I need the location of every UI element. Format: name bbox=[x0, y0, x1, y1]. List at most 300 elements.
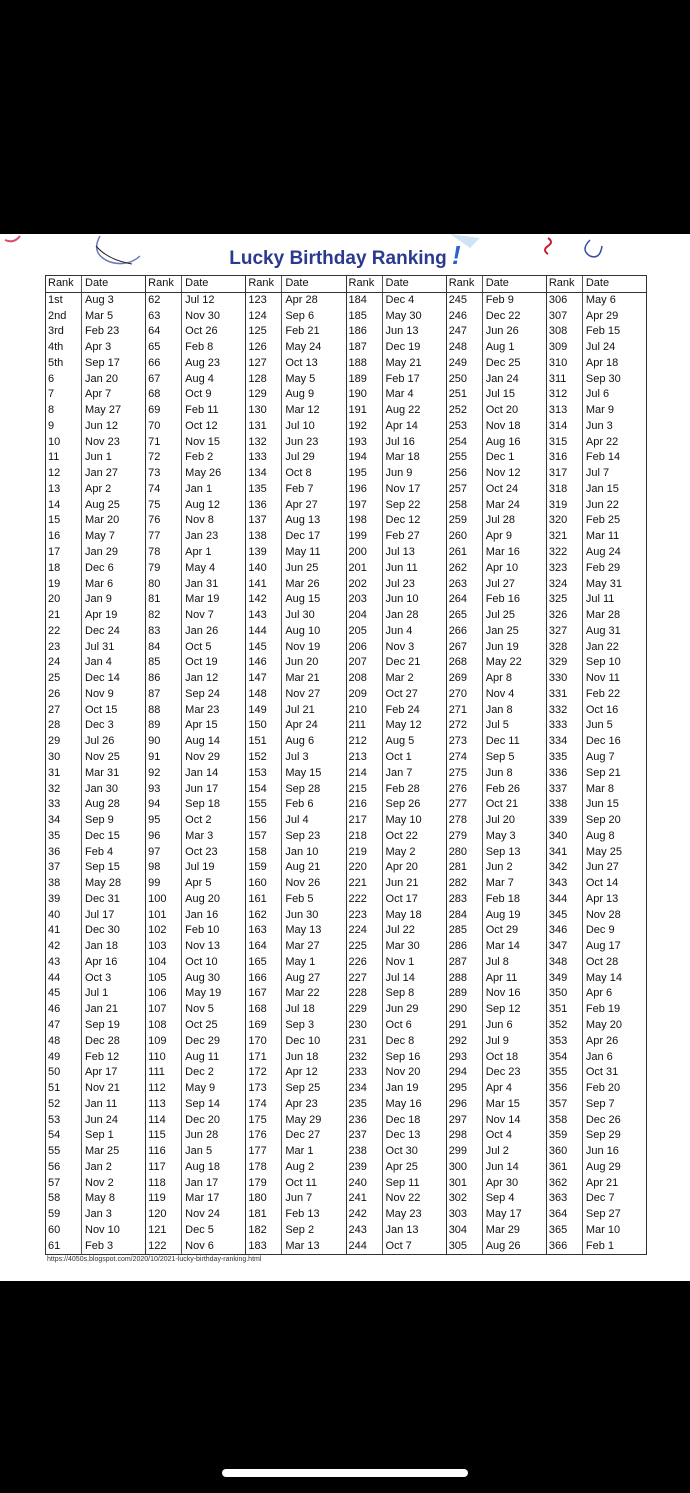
table-row bbox=[146, 1128, 245, 1144]
rank-cell: 215 bbox=[347, 782, 383, 798]
rank-cell: 282 bbox=[447, 876, 483, 892]
rank-cell: 253 bbox=[447, 419, 483, 435]
rank-cell: 290 bbox=[447, 1002, 483, 1018]
table-row bbox=[547, 513, 646, 529]
table-row bbox=[347, 1065, 446, 1081]
date-cell: May 16 bbox=[385, 1097, 422, 1110]
rank-cell: 54 bbox=[46, 1128, 82, 1144]
table-row bbox=[547, 1191, 646, 1207]
date-cell: Mar 7 bbox=[485, 877, 514, 890]
table-row bbox=[447, 640, 546, 656]
table-row bbox=[347, 1002, 446, 1018]
date-cell: Sep 19 bbox=[85, 1018, 120, 1031]
table-row bbox=[547, 829, 646, 845]
date-cell: Jan 12 bbox=[185, 672, 219, 685]
date-cell: Feb 18 bbox=[485, 892, 520, 905]
table-row bbox=[146, 450, 245, 466]
date-cell: Mar 27 bbox=[285, 940, 320, 953]
date-cell: Jul 8 bbox=[485, 955, 509, 968]
table-row bbox=[146, 309, 245, 325]
date-cell: Dec 25 bbox=[485, 356, 521, 369]
date-cell: Aug 25 bbox=[85, 498, 120, 511]
rank-cell: 270 bbox=[447, 687, 483, 703]
date-cell: Oct 13 bbox=[285, 356, 318, 369]
date-cell: May 8 bbox=[85, 1192, 115, 1205]
date-cell: Feb 28 bbox=[385, 782, 420, 795]
table-row bbox=[547, 324, 646, 340]
rank-cell: 235 bbox=[347, 1097, 383, 1113]
date-cell: Jun 30 bbox=[285, 908, 319, 921]
rank-cell: 39 bbox=[46, 892, 82, 908]
rank-cell: 110 bbox=[146, 1050, 182, 1066]
rank-cell: 316 bbox=[547, 450, 583, 466]
table-row bbox=[347, 372, 446, 388]
date-cell: Jul 15 bbox=[485, 388, 516, 401]
rank-cell: 295 bbox=[447, 1081, 483, 1097]
home-indicator[interactable] bbox=[222, 1469, 468, 1477]
rank-cell: 124 bbox=[246, 309, 282, 325]
table-row bbox=[46, 750, 145, 766]
rank-cell: 197 bbox=[347, 498, 383, 514]
table-row bbox=[146, 340, 245, 356]
table-row bbox=[347, 1223, 446, 1239]
rank-cell: 232 bbox=[347, 1050, 383, 1066]
rank-cell: 160 bbox=[246, 876, 282, 892]
rank-cell: 44 bbox=[46, 971, 82, 987]
table-row bbox=[447, 403, 546, 419]
table-row bbox=[246, 892, 345, 908]
rank-cell: 320 bbox=[547, 513, 583, 529]
table-row bbox=[447, 435, 546, 451]
rank-header: Rank bbox=[246, 276, 282, 292]
table-row bbox=[46, 1144, 145, 1160]
rank-cell: 198 bbox=[347, 513, 383, 529]
table-row bbox=[347, 340, 446, 356]
date-cell: Mar 30 bbox=[385, 940, 420, 953]
date-cell: Feb 24 bbox=[385, 703, 420, 716]
table-row bbox=[347, 797, 446, 813]
date-cell: Nov 15 bbox=[185, 435, 221, 448]
date-cell: Jan 17 bbox=[185, 1176, 219, 1189]
table-row bbox=[447, 1018, 546, 1034]
table-row bbox=[447, 860, 546, 876]
table-row bbox=[146, 403, 245, 419]
table-row bbox=[447, 1081, 546, 1097]
rank-cell: 60 bbox=[46, 1223, 82, 1239]
rank-cell: 347 bbox=[547, 939, 583, 955]
date-cell: Sep 8 bbox=[385, 987, 415, 1000]
table-row bbox=[46, 782, 145, 798]
table-row bbox=[547, 876, 646, 892]
date-cell: Jun 26 bbox=[485, 325, 519, 338]
table-row bbox=[547, 845, 646, 861]
date-cell: Jun 21 bbox=[385, 877, 419, 890]
date-cell: Jun 11 bbox=[385, 561, 418, 574]
rank-cell: 257 bbox=[447, 482, 483, 498]
table-row bbox=[146, 640, 245, 656]
date-cell: Aug 12 bbox=[185, 498, 221, 511]
rank-cell: 109 bbox=[146, 1034, 182, 1050]
rank-cell: 62 bbox=[146, 293, 182, 309]
table-row bbox=[146, 1018, 245, 1034]
table-row bbox=[246, 403, 345, 419]
table-row bbox=[447, 1144, 546, 1160]
rank-cell: 17 bbox=[46, 545, 82, 561]
rank-cell: 11 bbox=[46, 450, 82, 466]
rank-cell: 337 bbox=[547, 782, 583, 798]
date-cell: Aug 31 bbox=[585, 624, 621, 637]
table-row bbox=[347, 860, 446, 876]
rank-cell: 234 bbox=[347, 1081, 383, 1097]
rank-cell: 35 bbox=[46, 829, 82, 845]
date-cell: Jul 7 bbox=[585, 467, 610, 480]
rank-cell: 287 bbox=[447, 955, 483, 971]
rank-cell: 50 bbox=[46, 1065, 82, 1081]
table-row bbox=[146, 513, 245, 529]
rank-cell: 193 bbox=[347, 435, 383, 451]
table-row bbox=[547, 1223, 646, 1239]
date-cell: Apr 10 bbox=[485, 561, 519, 574]
table-row bbox=[46, 356, 145, 372]
table-row bbox=[447, 718, 546, 734]
date-cell: May 6 bbox=[585, 293, 616, 306]
date-cell: Sep 15 bbox=[85, 861, 120, 874]
table-row bbox=[347, 1018, 446, 1034]
table-row bbox=[347, 435, 446, 451]
table-row bbox=[447, 293, 546, 309]
rank-header: Rank bbox=[447, 276, 483, 292]
table-row bbox=[347, 513, 446, 529]
date-cell: Apr 30 bbox=[485, 1176, 519, 1189]
date-cell: Apr 14 bbox=[385, 419, 418, 432]
table-row bbox=[246, 340, 345, 356]
table-column bbox=[447, 276, 547, 1254]
date-cell: Jun 6 bbox=[485, 1018, 513, 1031]
table-row bbox=[246, 750, 345, 766]
rank-cell: 265 bbox=[447, 608, 483, 624]
date-cell: May 3 bbox=[485, 829, 516, 842]
rank-cell: 143 bbox=[246, 608, 282, 624]
date-cell: Jul 11 bbox=[585, 593, 615, 606]
table-row bbox=[447, 309, 546, 325]
rank-cell: 241 bbox=[347, 1191, 383, 1207]
date-cell: Jul 31 bbox=[85, 640, 115, 653]
rank-cell: 339 bbox=[547, 813, 583, 829]
rank-cell: 2nd bbox=[46, 309, 82, 325]
table-row bbox=[146, 687, 245, 703]
table-row bbox=[447, 482, 546, 498]
rank-cell: 260 bbox=[447, 529, 483, 545]
date-cell: Nov 11 bbox=[585, 672, 620, 685]
rank-cell: 37 bbox=[46, 860, 82, 876]
table-row bbox=[46, 466, 145, 482]
rank-cell: 146 bbox=[246, 655, 282, 671]
table-row bbox=[46, 372, 145, 388]
date-cell: Jun 4 bbox=[385, 624, 413, 637]
date-cell: Nov 14 bbox=[485, 1113, 521, 1126]
table-row bbox=[547, 466, 646, 482]
date-cell: Jan 28 bbox=[385, 609, 419, 622]
date-cell: Sep 17 bbox=[85, 356, 120, 369]
table-row bbox=[347, 718, 446, 734]
table-row bbox=[246, 1191, 345, 1207]
date-cell: Mar 31 bbox=[85, 766, 120, 779]
date-cell: Oct 17 bbox=[385, 892, 418, 905]
table-row bbox=[246, 1065, 345, 1081]
rank-cell: 201 bbox=[347, 561, 383, 577]
table-row bbox=[46, 498, 145, 514]
rank-cell: 24 bbox=[46, 655, 82, 671]
rank-cell: 302 bbox=[447, 1191, 483, 1207]
rank-cell: 231 bbox=[347, 1034, 383, 1050]
date-cell: Mar 26 bbox=[285, 577, 320, 590]
date-cell: Sep 27 bbox=[585, 1208, 621, 1221]
rank-cell: 292 bbox=[447, 1034, 483, 1050]
rank-cell: 149 bbox=[246, 703, 282, 719]
rank-cell: 6 bbox=[46, 372, 82, 388]
rank-cell: 321 bbox=[547, 529, 583, 545]
date-cell: Jul 30 bbox=[285, 609, 315, 622]
rank-cell: 285 bbox=[447, 923, 483, 939]
table-row bbox=[547, 1128, 646, 1144]
date-cell: Jul 3 bbox=[285, 750, 309, 763]
date-cell: Jun 17 bbox=[185, 782, 219, 795]
table-row bbox=[447, 592, 546, 608]
date-cell: May 18 bbox=[385, 908, 422, 921]
date-cell: Feb 26 bbox=[485, 782, 520, 795]
date-cell: Jan 8 bbox=[485, 703, 513, 716]
rank-cell: 259 bbox=[447, 513, 483, 529]
table-row bbox=[146, 655, 245, 671]
table-row bbox=[246, 498, 345, 514]
table-row bbox=[46, 1050, 145, 1066]
table-row bbox=[146, 387, 245, 403]
date-cell: Oct 8 bbox=[285, 467, 312, 480]
table-row bbox=[547, 545, 646, 561]
table-row bbox=[246, 860, 345, 876]
date-cell: May 22 bbox=[485, 656, 522, 669]
rank-cell: 297 bbox=[447, 1113, 483, 1129]
rank-cell: 307 bbox=[547, 309, 583, 325]
date-cell: May 9 bbox=[185, 1082, 216, 1095]
table-row bbox=[146, 1097, 245, 1113]
table-row bbox=[347, 529, 446, 545]
table-row bbox=[246, 797, 345, 813]
table-row bbox=[547, 782, 646, 798]
date-cell: Jan 4 bbox=[85, 656, 112, 669]
table-row bbox=[146, 703, 245, 719]
rank-cell: 188 bbox=[347, 356, 383, 372]
rank-cell: 96 bbox=[146, 829, 182, 845]
table-row bbox=[146, 482, 245, 498]
rank-cell: 171 bbox=[246, 1050, 282, 1066]
date-cell: Apr 13 bbox=[585, 892, 619, 905]
table-row bbox=[347, 766, 446, 782]
table-row bbox=[547, 718, 646, 734]
date-cell: Feb 17 bbox=[385, 372, 420, 385]
table-row bbox=[146, 829, 245, 845]
date-cell: May 25 bbox=[585, 845, 622, 858]
table-row bbox=[547, 450, 646, 466]
table-row bbox=[246, 813, 345, 829]
date-cell: Mar 14 bbox=[485, 940, 520, 953]
table-row bbox=[547, 734, 646, 750]
date-cell: Apr 26 bbox=[585, 1034, 619, 1047]
rank-cell: 122 bbox=[146, 1239, 182, 1255]
date-cell: Nov 26 bbox=[285, 877, 321, 890]
rank-cell: 38 bbox=[46, 876, 82, 892]
rank-cell: 7 bbox=[46, 387, 82, 403]
rank-cell: 308 bbox=[547, 324, 583, 340]
rank-cell: 153 bbox=[246, 766, 282, 782]
date-cell: Jul 21 bbox=[285, 703, 315, 716]
table-row bbox=[46, 513, 145, 529]
rank-cell: 353 bbox=[547, 1034, 583, 1050]
table-row bbox=[246, 986, 345, 1002]
date-cell: Dec 18 bbox=[385, 1113, 421, 1126]
table-row bbox=[447, 797, 546, 813]
date-cell: Dec 15 bbox=[85, 829, 120, 842]
rank-cell: 3rd bbox=[46, 324, 82, 340]
rank-cell: 88 bbox=[146, 703, 182, 719]
date-cell: Oct 14 bbox=[585, 877, 619, 890]
date-cell: May 23 bbox=[385, 1208, 422, 1221]
table-row bbox=[246, 939, 345, 955]
rank-cell: 243 bbox=[347, 1223, 383, 1239]
date-cell: Jan 22 bbox=[585, 640, 619, 653]
date-cell: Oct 10 bbox=[185, 955, 218, 968]
table-row bbox=[146, 939, 245, 955]
rank-cell: 19 bbox=[46, 577, 82, 593]
rank-cell: 277 bbox=[447, 797, 483, 813]
rank-cell: 351 bbox=[547, 1002, 583, 1018]
table-column bbox=[146, 276, 246, 1254]
table-row bbox=[246, 1223, 345, 1239]
rank-cell: 164 bbox=[246, 939, 282, 955]
table-row bbox=[246, 356, 345, 372]
rank-cell: 181 bbox=[246, 1207, 282, 1223]
date-cell: Jul 18 bbox=[285, 1003, 315, 1016]
rank-cell: 161 bbox=[246, 892, 282, 908]
rank-cell: 258 bbox=[447, 498, 483, 514]
date-cell: Apr 6 bbox=[585, 987, 613, 1000]
table-row bbox=[146, 1176, 245, 1192]
date-cell: Jan 6 bbox=[585, 1050, 613, 1063]
date-cell: Aug 6 bbox=[285, 735, 315, 748]
date-cell: Jan 2 bbox=[85, 1160, 112, 1173]
date-cell: Nov 13 bbox=[185, 940, 221, 953]
rank-cell: 15 bbox=[46, 513, 82, 529]
rank-cell: 106 bbox=[146, 986, 182, 1002]
table-row bbox=[46, 1113, 145, 1129]
date-cell: Nov 1 bbox=[385, 955, 415, 968]
table-row bbox=[447, 1050, 546, 1066]
rank-cell: 74 bbox=[146, 482, 182, 498]
rank-cell: 250 bbox=[447, 372, 483, 388]
date-cell: Aug 8 bbox=[585, 829, 615, 842]
table-row bbox=[347, 734, 446, 750]
date-cell: Jan 30 bbox=[85, 782, 119, 795]
table-row bbox=[46, 829, 145, 845]
date-cell: Feb 3 bbox=[85, 1239, 114, 1252]
table-row bbox=[46, 860, 145, 876]
table-row bbox=[146, 971, 245, 987]
date-cell: Mar 25 bbox=[85, 1145, 120, 1158]
table-row bbox=[547, 986, 646, 1002]
rank-cell: 217 bbox=[347, 813, 383, 829]
rank-cell: 113 bbox=[146, 1097, 182, 1113]
date-cell: Oct 27 bbox=[385, 687, 418, 700]
table-row bbox=[347, 971, 446, 987]
table-row bbox=[146, 766, 245, 782]
rank-cell: 159 bbox=[246, 860, 282, 876]
date-cell: May 12 bbox=[385, 719, 422, 732]
rank-cell: 163 bbox=[246, 923, 282, 939]
table-row bbox=[447, 845, 546, 861]
table-row bbox=[447, 466, 546, 482]
date-cell: Feb 14 bbox=[585, 451, 621, 464]
rank-cell: 296 bbox=[447, 1097, 483, 1113]
table-row bbox=[547, 1144, 646, 1160]
rank-cell: 344 bbox=[547, 892, 583, 908]
table-row bbox=[46, 908, 145, 924]
rank-cell: 16 bbox=[46, 529, 82, 545]
table-row bbox=[146, 1034, 245, 1050]
date-cell: May 2 bbox=[385, 845, 416, 858]
rank-cell: 85 bbox=[146, 655, 182, 671]
rank-cell: 48 bbox=[46, 1034, 82, 1050]
rank-cell: 199 bbox=[347, 529, 383, 545]
table-row bbox=[246, 324, 345, 340]
date-cell: Nov 24 bbox=[185, 1208, 221, 1221]
rank-cell: 301 bbox=[447, 1176, 483, 1192]
table-row bbox=[447, 1160, 546, 1176]
date-cell: Mar 11 bbox=[585, 530, 620, 543]
table-row bbox=[146, 419, 245, 435]
date-cell: May 26 bbox=[185, 467, 222, 480]
table-row bbox=[447, 372, 546, 388]
table-row bbox=[146, 671, 245, 687]
rank-cell: 26 bbox=[46, 687, 82, 703]
date-cell: Apr 9 bbox=[485, 530, 512, 543]
table-row bbox=[447, 1065, 546, 1081]
rank-cell: 150 bbox=[246, 718, 282, 734]
rank-cell: 343 bbox=[547, 876, 583, 892]
rank-cell: 322 bbox=[547, 545, 583, 561]
date-cell: Jan 21 bbox=[85, 1003, 119, 1016]
date-cell: Apr 22 bbox=[585, 435, 619, 448]
date-cell: Sep 16 bbox=[385, 1050, 421, 1063]
table-row bbox=[347, 640, 446, 656]
rank-cell: 329 bbox=[547, 655, 583, 671]
date-cell: Apr 4 bbox=[485, 1082, 512, 1095]
date-cell: Nov 9 bbox=[85, 687, 114, 700]
rank-cell: 194 bbox=[347, 450, 383, 466]
rank-cell: 70 bbox=[146, 419, 182, 435]
table-row bbox=[146, 860, 245, 876]
rank-cell: 228 bbox=[347, 986, 383, 1002]
table-row bbox=[246, 640, 345, 656]
date-cell: Feb 29 bbox=[585, 561, 621, 574]
date-cell: Sep 9 bbox=[85, 814, 114, 827]
date-cell: Aug 27 bbox=[285, 971, 321, 984]
rank-cell: 200 bbox=[347, 545, 383, 561]
table-row bbox=[246, 1160, 345, 1176]
rank-cell: 306 bbox=[547, 293, 583, 309]
rank-cell: 180 bbox=[246, 1191, 282, 1207]
date-cell: Oct 21 bbox=[485, 798, 519, 811]
table-row bbox=[347, 1160, 446, 1176]
